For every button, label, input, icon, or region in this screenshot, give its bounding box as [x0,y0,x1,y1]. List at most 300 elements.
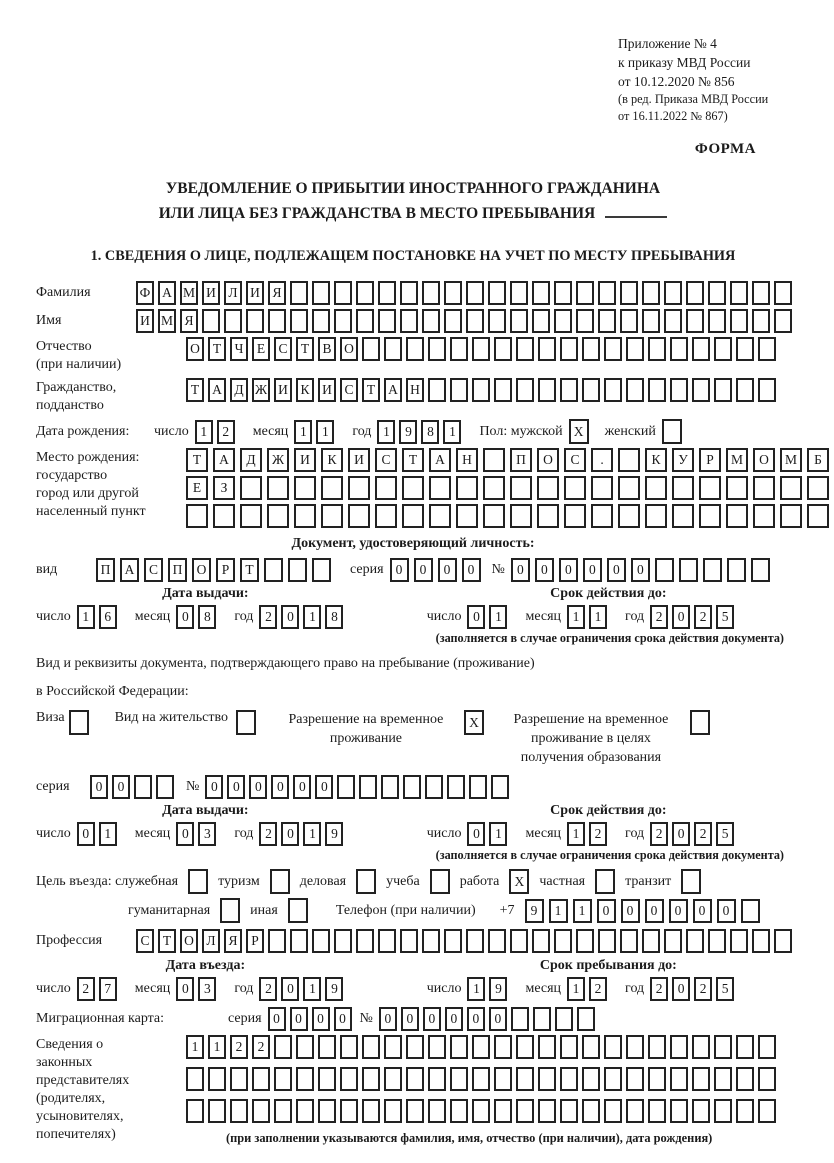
char-cell [428,1099,446,1123]
char-cell: 2 [589,822,607,846]
permit-expiry-day-cells [467,822,511,846]
char-cell [429,504,451,528]
char-cell: Е [252,337,270,361]
char-cell [340,1035,358,1059]
char-cell: А [213,448,235,472]
char-cell [406,337,424,361]
temp-residence-edu-label-line3: получения образования [520,750,662,765]
char-cell [679,558,698,582]
char-cell [672,476,694,500]
char-cell: 0 [205,775,223,799]
char-cell [538,1035,556,1059]
row-citizenship [36,378,790,415]
char-cell [648,1035,666,1059]
char-cell: 0 [467,822,485,846]
char-cell: М [780,448,802,472]
char-cell: 0 [597,899,616,923]
purpose-tourism-checkbox [270,869,290,894]
permit-issue-month-cells [176,822,220,846]
appendix-line-2: к приказу МВД России [618,55,751,70]
representatives-label [36,1036,186,1144]
char-cell: 1 [294,420,312,444]
char-cell: 1 [316,420,334,444]
char-cell [626,1099,644,1123]
char-cell [186,1099,204,1123]
char-cell: 0 [281,977,299,1001]
purpose-official-checkbox [188,869,208,894]
char-cell [296,1067,314,1091]
char-cell: Н [406,378,424,402]
char-cell: 0 [621,899,640,923]
char-cell: 2 [650,605,668,629]
char-cell [560,337,578,361]
row-migration-card [36,1007,790,1031]
char-cell: С [274,337,292,361]
char-cell [224,309,242,333]
char-cell: 0 [293,775,311,799]
visa-option [36,710,89,735]
doc-kind-cells [96,558,336,582]
entry-month-cells [176,977,220,1001]
char-cell [428,1067,446,1091]
section1-title: 1. СВЕДЕНИЯ О ЛИЦЕ, ПОДЛЕЖАЩЕМ ПОСТАНОВКЕ НА УЧЕТ ПО МЕСТУ ПРЕБЫВАНИЯ [90,248,736,264]
char-cell [375,504,397,528]
char-cell [337,775,355,799]
char-cell [708,929,726,953]
char-cell: 0 [312,1007,330,1031]
char-cell [642,281,660,305]
char-cell [156,775,174,799]
purpose-study-checkbox [430,869,450,894]
birthplace-label-line1: Место рождения: [36,450,140,465]
char-cell: 1 [489,605,507,629]
char-cell [538,1099,556,1123]
purpose-tourism-label: туризм [218,873,260,889]
char-cell [648,1067,666,1091]
char-cell: 0 [462,558,481,582]
char-cell [645,504,667,528]
permit-expiry-note: (заполняется в случае ограничения срока действия документа) [435,848,784,862]
char-cell [483,448,505,472]
char-cell [604,1099,622,1123]
char-cell [692,1035,710,1059]
char-cell: 1 [208,1035,226,1059]
char-cell [714,1035,732,1059]
char-cell: Т [158,929,176,953]
char-cell: 0 [290,1007,308,1031]
char-cell: П [510,448,532,472]
month-label: месяц [525,609,562,624]
char-cell [494,1099,512,1123]
char-cell [270,869,290,894]
char-cell: 0 [511,558,530,582]
char-cell: 3 [198,822,216,846]
char-cell: В [318,337,336,361]
char-cell: 2 [650,977,668,1001]
char-cell [582,1035,600,1059]
char-cell: П [96,558,115,582]
row-birthplace [36,448,822,532]
char-cell [730,309,748,333]
char-cell [422,309,440,333]
char-cell: И [348,448,370,472]
stay-until-col [427,958,790,1001]
doc-expiry-day-cells [467,605,511,629]
char-cell [595,869,615,894]
month-label: месяц [252,423,289,439]
char-cell: 0 [693,899,712,923]
phone-cells [525,899,765,923]
year-label: год [625,826,645,841]
permit-dates-block [36,803,790,846]
doc-number-sign: № [491,562,505,577]
char-cell [356,309,374,333]
char-cell [780,504,802,528]
residence-permit-checkbox [236,710,256,735]
purpose-other-checkbox [288,898,308,923]
char-cell: С [375,448,397,472]
char-cell [268,929,286,953]
migration-card-label: Миграционная карта: [36,1011,165,1026]
char-cell: Ж [267,448,289,472]
representatives-note: (при заполнении указываются фамилия, имя, отчество (при наличии), дата рождения) [226,1131,713,1145]
form-title-line1: УВЕДОМЛЕНИЕ О ПРИБЫТИИ ИНОСТРАННОГО ГРАЖДАНИНА [165,180,661,197]
permit-expiry-year-cells [650,822,738,846]
char-cell [598,281,616,305]
surname-cells [136,281,796,305]
representatives-cells-row3 [186,1099,780,1123]
doc-issue-year-cells [259,605,347,629]
char-cell: 2 [694,605,712,629]
char-cell [447,775,465,799]
char-cell [681,869,701,894]
char-cell [429,476,451,500]
char-cell [213,504,235,528]
char-cell [780,476,802,500]
char-cell [381,775,399,799]
char-cell [758,1099,776,1123]
char-cell: X [569,419,589,444]
char-cell [444,929,462,953]
char-cell [554,309,572,333]
profession-cells [136,929,796,953]
char-cell: И [202,281,220,305]
char-cell [359,775,377,799]
char-cell [626,1035,644,1059]
revision-line-2: от 16.11.2022 № 867) [618,109,728,123]
char-cell [670,337,688,361]
char-cell [564,504,586,528]
row-surname [36,281,790,305]
char-cell [488,281,506,305]
char-cell: 0 [176,822,194,846]
temp-residence-label [278,710,454,748]
birthplace-label-line2: государство [36,468,108,483]
char-cell: 0 [271,775,289,799]
char-cell [642,929,660,953]
char-cell [598,929,616,953]
char-cell: 1 [186,1035,204,1059]
char-cell [516,1099,534,1123]
char-cell [807,476,829,500]
char-cell [318,1099,336,1123]
char-cell [294,476,316,500]
char-cell [466,309,484,333]
char-cell [564,476,586,500]
char-cell: О [753,448,775,472]
char-cell [618,476,640,500]
form-body [36,281,822,1146]
char-cell [472,1067,490,1091]
char-cell: 0 [315,775,333,799]
row-representatives [36,1035,790,1146]
char-cell [450,378,468,402]
char-cell: 5 [716,605,734,629]
char-cell [236,710,256,735]
char-cell [664,309,682,333]
char-cell: Ф [136,281,154,305]
char-cell [456,504,478,528]
char-cell [406,1067,424,1091]
representatives-label-line4: (родителях, [36,1091,106,1106]
char-cell [726,504,748,528]
char-cell [400,281,418,305]
char-cell: 2 [77,977,95,1001]
doc-issue-header: Дата выдачи: [162,586,249,601]
char-cell: Т [296,337,314,361]
char-cell [626,1067,644,1091]
char-cell [672,504,694,528]
char-cell [670,1099,688,1123]
char-cell [425,775,443,799]
char-cell: 0 [645,899,664,923]
char-cell: 2 [694,822,712,846]
purpose-private-label: частная [539,873,586,889]
migcard-series-cells [268,1007,356,1031]
char-cell: Т [208,337,226,361]
permit-expiry-row [427,822,790,846]
char-cell: Н [456,448,478,472]
char-cell: Т [240,558,259,582]
char-cell: А [120,558,139,582]
month-label: месяц [525,981,562,996]
char-cell [708,309,726,333]
char-cell: 0 [438,558,457,582]
patronymic-label-line2: (при наличии) [36,357,122,372]
purpose-humanitarian-label: гуманитарная [128,902,211,918]
char-cell [591,504,613,528]
char-cell [537,504,559,528]
year-label: год [234,609,254,624]
char-cell [406,1035,424,1059]
char-cell [428,337,446,361]
char-cell [318,1067,336,1091]
doc-issue-row [36,605,375,629]
char-cell [186,1067,204,1091]
char-cell [642,309,660,333]
char-cell: 0 [717,899,736,923]
phone-label: Телефон (при наличии) [335,902,476,918]
char-cell [362,1035,380,1059]
char-cell [626,337,644,361]
char-cell [469,775,487,799]
char-cell [403,775,421,799]
char-cell [472,337,490,361]
char-cell [577,1007,595,1031]
char-cell: 2 [259,977,277,1001]
char-cell [648,337,666,361]
char-cell [516,337,534,361]
birth-month-cells [294,420,338,444]
char-cell [752,281,770,305]
char-cell [582,1099,600,1123]
birthplace-cells-row1 [186,448,834,472]
char-cell [430,869,450,894]
char-cell [450,1099,468,1123]
char-cell [296,1035,314,1059]
citizenship-label [36,379,186,415]
char-cell: И [318,378,336,402]
char-cell [753,476,775,500]
char-cell: 1 [303,605,321,629]
phone-prefix: +7 [499,902,515,918]
char-cell [576,281,594,305]
appendix-line-1: Приложение № 4 [618,36,717,51]
char-cell: 2 [589,977,607,1001]
char-cell [472,1099,490,1123]
representatives-cells-row1 [186,1035,780,1059]
char-cell: П [168,558,187,582]
char-cell [384,337,402,361]
permit-series-label: серия [36,779,70,794]
char-cell [736,378,754,402]
char-cell [655,558,674,582]
char-cell [516,1035,534,1059]
char-cell: 0 [535,558,554,582]
visa-checkbox [69,710,89,735]
char-cell [264,558,283,582]
char-cell [662,419,682,444]
char-cell: 0 [669,899,688,923]
migcard-number-cells [379,1007,599,1031]
char-cell: 1 [489,822,507,846]
sex-male-label: Пол: мужской [479,423,563,439]
citizenship-label-line2: подданство [36,398,104,413]
char-cell [348,476,370,500]
day-label: число [426,609,462,624]
forma-label: ФОРМА [694,141,756,157]
char-cell: И [136,309,154,333]
char-cell: Я [268,281,286,305]
doc-kind-label: вид [36,562,58,577]
char-cell [400,929,418,953]
char-cell [774,309,792,333]
char-cell [690,710,710,735]
char-cell: 0 [672,605,690,629]
char-cell: Я [180,309,198,333]
char-cell [268,309,286,333]
char-cell: А [208,378,226,402]
char-cell: К [296,378,314,402]
char-cell [699,476,721,500]
representatives-label-line2: законных [36,1055,93,1070]
temp-residence-option [278,710,484,748]
doc-expiry-year-cells [650,605,738,629]
char-cell: 0 [672,822,690,846]
char-cell [494,337,512,361]
birthplace-label [36,449,186,521]
representatives-cell-rows [186,1035,780,1146]
char-cell [736,337,754,361]
char-cell: 9 [325,977,343,1001]
purpose-business-label: деловая [299,873,347,889]
char-cell [188,869,208,894]
char-cell [267,476,289,500]
char-cell [456,476,478,500]
sex-female-checkbox [662,419,682,444]
year-label: год [234,981,254,996]
char-cell [444,309,462,333]
char-cell [807,504,829,528]
char-cell: 0 [583,558,602,582]
char-cell [321,504,343,528]
char-cell [208,1067,226,1091]
char-cell [758,1067,776,1091]
temp-residence-label-line1: Разрешение на временное [288,712,444,727]
char-cell [450,1067,468,1091]
representatives-cells-row2 [186,1067,780,1091]
char-cell [472,1035,490,1059]
doc-dates-block [36,586,790,629]
char-cell: 9 [325,822,343,846]
purpose-other-label: иная [250,902,278,918]
char-cell: С [564,448,586,472]
char-cell [321,476,343,500]
char-cell: 1 [303,822,321,846]
month-label: месяц [525,826,562,841]
char-cell [378,309,396,333]
char-cell [312,309,330,333]
char-cell: Л [224,281,242,305]
char-cell [752,309,770,333]
char-cell: 0 [227,775,245,799]
char-cell [340,1067,358,1091]
char-cell [648,378,666,402]
citizenship-label-line1: Гражданство, [36,380,117,395]
char-cell: 0 [423,1007,441,1031]
char-cell [692,337,710,361]
char-cell [736,1099,754,1123]
char-cell: Т [186,448,208,472]
char-cell: 0 [379,1007,397,1031]
purpose-transit-checkbox [681,869,701,894]
char-cell [618,504,640,528]
birthplace-label-line4: населенный пункт [36,504,146,519]
char-cell [466,929,484,953]
char-cell: 2 [694,977,712,1001]
char-cell [334,281,352,305]
char-cell [400,309,418,333]
char-cell [384,1099,402,1123]
char-cell [670,1035,688,1059]
purpose-transit-label: транзит [625,873,672,889]
char-cell [620,309,638,333]
char-cell [582,1067,600,1091]
permit-issue-row [36,822,375,846]
sex-male-checkbox [569,419,589,444]
profession-label: Профессия [36,933,103,948]
residence-doc-options [36,710,790,767]
